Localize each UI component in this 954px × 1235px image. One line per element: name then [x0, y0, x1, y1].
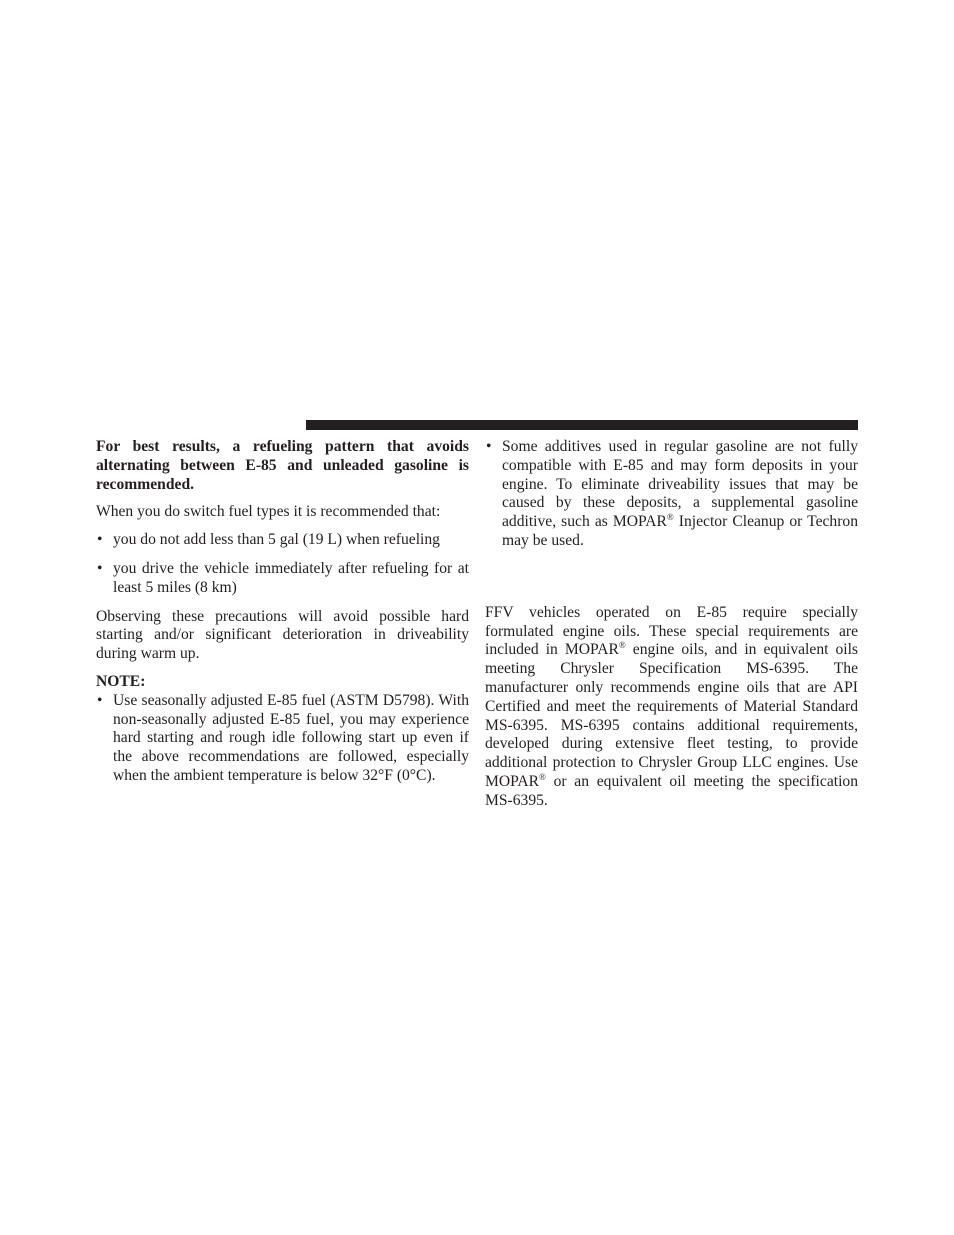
- engine-oil-paragraph: FFV vehicles operated on E-85 require specially formulated engine oils. These special requirements are included in MOPAR® engine oils, and in equivalent oils meeting Chrysler Specification MS-6395. The manufacturer only recommends engine oils that are API Certified and meet the requirements of Material Standard MS-6395. MS-6395 contains additional requirements, developed during extensive fleet testing, to provide additional protection to Chrysler Group LLC engines. Use MOPAR® or an equivalent oil meeting the specification MS-6395.: [485, 603, 858, 809]
- precautions-paragraph: Observing these precautions will avoid possible hard starting and/or significant deterioration in driveability during warm up.: [96, 607, 469, 663]
- list-item: • you do not add less than 5 gal (19 L) when refueling: [97, 531, 440, 549]
- note-list: [96, 692, 469, 786]
- registered-mark: ®: [618, 640, 626, 651]
- section-header-bar: [306, 420, 858, 430]
- left-column: [96, 438, 469, 786]
- bullet-icon: •: [97, 691, 103, 709]
- refueling-recommendations-list: [96, 531, 469, 597]
- registered-mark: ®: [666, 512, 674, 523]
- additives-list: [485, 438, 858, 551]
- refueling-pattern-note: For best results, a refueling pattern that avoids alternating between E-85 and unleaded gasoline is recommended.: [96, 438, 469, 493]
- note-label: NOTE:: [96, 672, 146, 690]
- list-item: • you drive the vehicle immediately after refueling for at least 5 miles (8 km): [97, 559, 469, 596]
- registered-mark: ®: [539, 771, 546, 782]
- bullet-icon: •: [97, 559, 103, 577]
- switch-fuel-intro: When you do switch fuel types it is recommended that:: [96, 503, 441, 521]
- list-item: • Use seasonally adjusted E-85 fuel (ASTM D5798). With non-seasonally adjusted E-85 fuel, you may experience hard starting and rough idle following start up even if the above recommendations are followed, especially when the ambient temperature is below 32°F (0°C).: [97, 691, 469, 784]
- list-item: • Some additives used in regular gasoline are not fully compatible with E-85 and may form deposits in your engine. To eliminate driveability issues that may be caused by these deposits, a supplemental gasoline additive, such as MOPAR® Injector Cleanup or Techron may be used.: [486, 438, 858, 549]
- bullet-icon: •: [97, 531, 103, 549]
- right-column: [485, 438, 858, 811]
- bullet-icon: •: [486, 438, 492, 455]
